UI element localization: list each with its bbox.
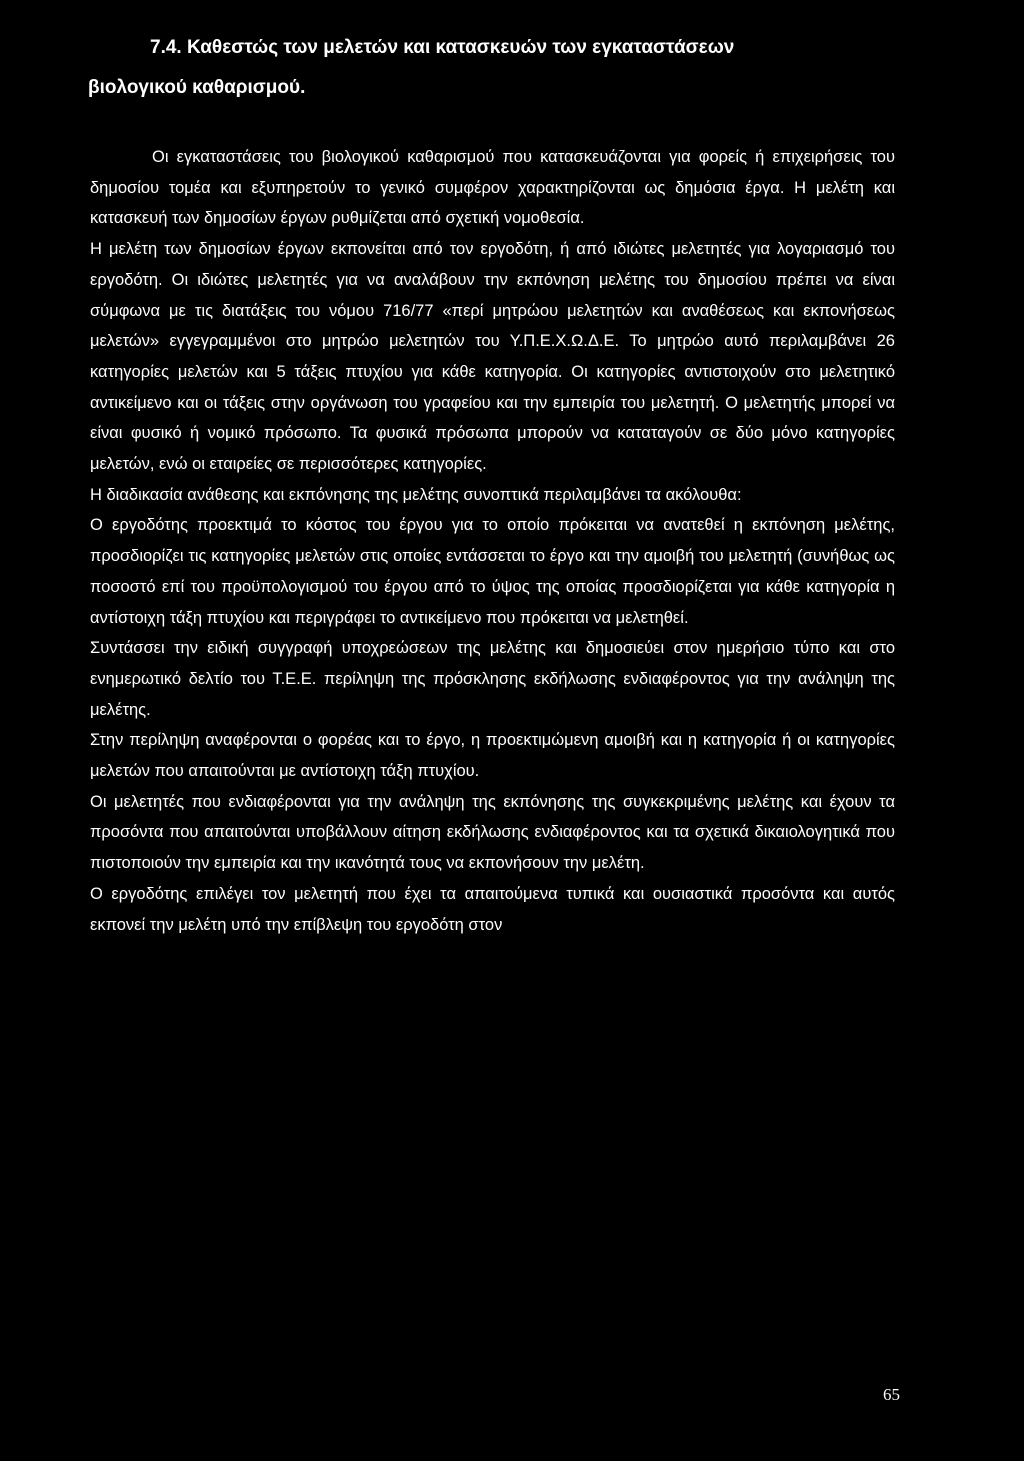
paragraph: Στην περίληψη αναφέρονται ο φορέας και το έργο, η προεκτιμώμενη αμοιβή και η κατηγορία ή οι κατηγορίες μελετών που απαιτούνται με αντίστοιχη τάξη πτυχίου. — [90, 731, 895, 781]
paragraph: Ο εργοδότης επιλέγει τον μελετητή που έχει τα απαιτούμενα τυπικά και ουσιαστικά προσόντα και αυτός εκπονεί την μελέτη υπό την επίβλεψη του εργοδότη στον — [90, 884, 895, 934]
section-heading-line-2: βιολογικού καθαρισμού. — [88, 77, 306, 98]
paragraph: Η διαδικασία ανάθεσης και εκπόνησης της μελέτης συνοπτικά περιλαμβάνει τα ακόλουθα: — [90, 485, 742, 504]
section-heading-line-1: 7.4. Καθεστώς των μελετών και κατασκευών των εγκαταστάσεων — [150, 37, 735, 58]
paragraph: Η μελέτη των δημοσίων έργων εκπονείται από τον εργοδότη, ή από ιδιώτες μελετητές για λογαριασμό του εργοδότη. Οι ιδιώτες μελετητές για να αναλάβουν την εκπόνηση μελέτης του δημοσίου πρέπει να είναι σύμφωνα με τις διατάξεις του νόμου 716/77 «περί μητρώου μελετητών και αναθέσεως και εκπονήσεως μελετών» εγγεγραμμένοι στο μητρώο μελετητών του Υ.Π.Ε.Χ.Ω.Δ.Ε. Το μητρώο αυτό περιλαμβάνει 26 κατηγορίες μελετών και 5 τάξεις πτυχίου για κάθε κατηγορία. Οι κατηγορίες αντιστοιχούν στο μελετητικό αντικείμενο και οι τάξεις στην οργάνωση του γραφείου και την εμπειρία του μελετητή. Ο μελετητής μπορεί να είναι φυσικό ή νομικό πρόσωπο. Τα φυσικά πρόσωπα μπορούν να καταταγούν σε δύο μόνο κατηγορίες μελετών, ενώ οι εταιρείες σε περισσότερες κατηγορίες. — [90, 240, 895, 474]
section-heading — [88, 28, 948, 108]
page-number: 65 — [883, 1385, 900, 1404]
body-text — [90, 142, 895, 940]
paragraph: Οι εγκαταστάσεις του βιολογικού καθαρισμού που κατασκευάζονται για φορείς ή επιχειρήσεις του δημοσίου τομέα και εξυπηρετούν το γενικό συμφέρον χαρακτηρίζονται ως δημόσια έργα. Η μελέτη και κατασκευή των δημοσίων έργων ρυθμίζεται από σχετική νομοθεσία. — [90, 148, 895, 228]
paragraph: Συντάσσει την ειδική συγγραφή υποχρεώσεων της μελέτης και δημοσιεύει στον ημερήσιο τύπο και στο ενημερωτικό δελτίο του Τ.Ε.Ε. περίληψη της πρόσκλησης εκδήλωσης ενδιαφέροντος για την ανάληψη της μελέτης. — [90, 639, 895, 719]
paragraph: Οι μελετητές που ενδιαφέρονται για την ανάληψη της εκπόνησης της συγκεκριμένης μελέτης και έχουν τα προσόντα που απαιτούνται υποβάλλουν αίτηση εκδήλωσης ενδιαφέροντος και τα σχετικά δικαιολογητικά που πιστοποιούν την εμπειρία και την ικανότητά τους να εκπονήσουν την μελέτη. — [90, 792, 895, 873]
paragraph: Ο εργοδότης προεκτιμά το κόστος του έργου για το οποίο πρόκειται να ανατεθεί η εκπόνηση μελέτης, προσδιορίζει τις κατηγορίες μελετών στις οποίες εντάσσεται το έργο και την αμοιβή του μελετητή (συνήθως ως ποσοστό επί του προϋπολογισμού του έργου από το ύψος της οποίας προσδιορίζεται για κάθε κατηγορία η αντίστοιχη τάξη πτυχίου και περιγράφει το αντικείμενο που πρόκειται να μελετηθεί. — [90, 516, 895, 627]
